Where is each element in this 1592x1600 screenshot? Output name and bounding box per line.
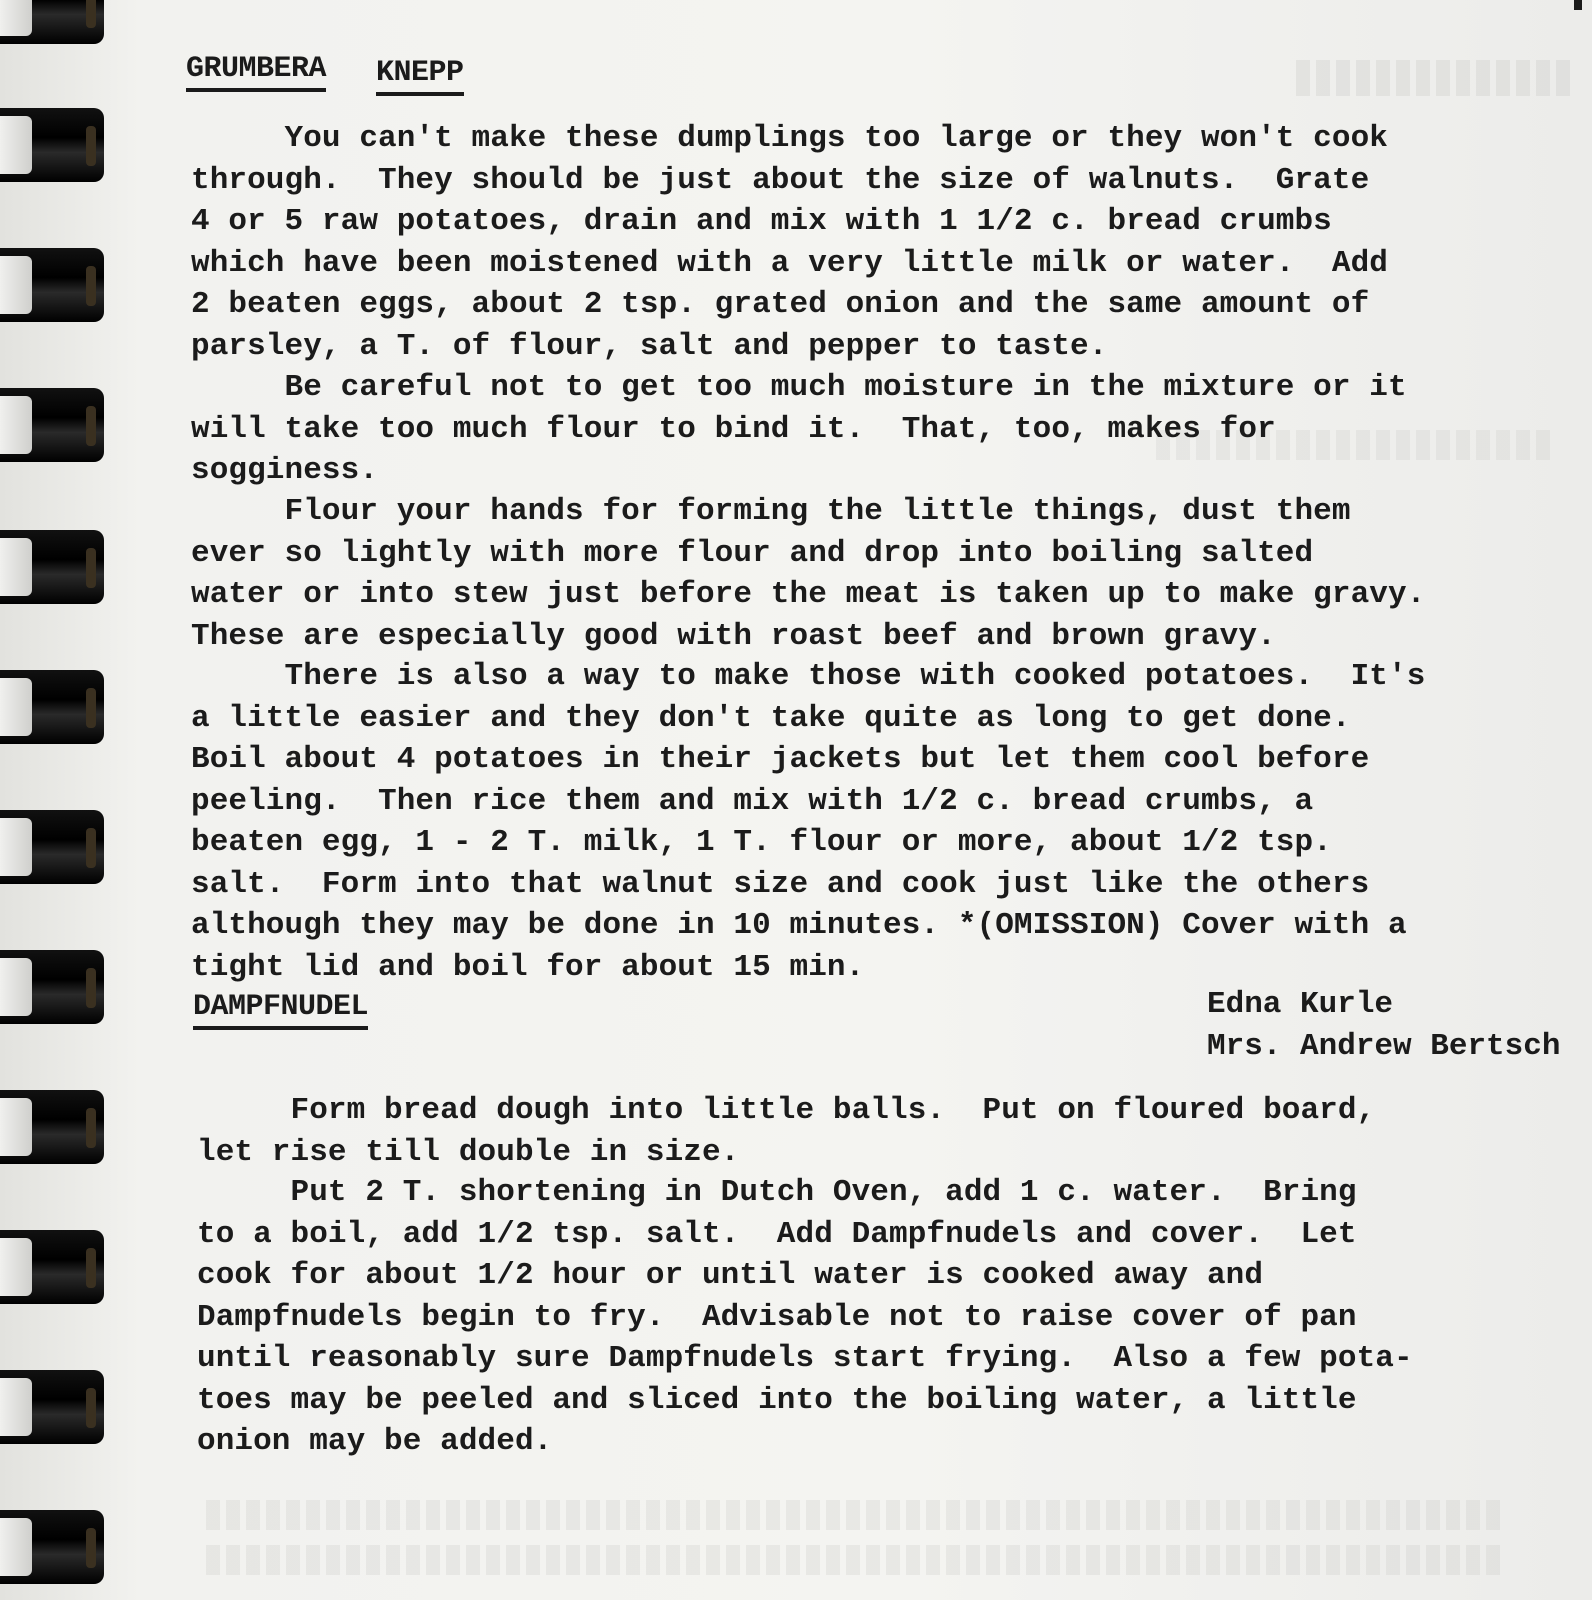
binding-ring xyxy=(0,108,104,182)
binding-ring xyxy=(0,248,104,322)
recipe-paragraph: Put 2 T. shortening in Dutch Oven, add 1 c. water. Bring to a boil, add 1/2 tsp. salt. Add Dampfnudels and cover. Let cook for about 1/2 hour or until water is cooked away and Dampfnudels begin to fry. Advisable not to raise cover of pan until reasonably sure Dampfnudels start frying. Also a few pota- toes may be peeled and sliced into the boiling water, a little onion may be added. xyxy=(197,1175,1413,1459)
bleed-through-mark xyxy=(200,1500,1500,1530)
binding-ring xyxy=(0,530,104,604)
recipe-paragraph: Flour your hands for forming the little things, dust them ever so lightly with more flour and drop into boiling salted water or into stew just before the meat is taken up to make gravy. These are especially good with roast beef and brown gravy. xyxy=(191,494,1426,654)
binding-ring xyxy=(0,670,104,744)
recipe-paragraph: You can't make these dumplings too large or they won't cook through. They should be just about the size of walnuts. Grate 4 or 5 raw potatoes, drain and mix with 1 1/2 c. bread crumbs which have been moistened with a very little milk or water. Add 2 beaten eggs, about 2 tsp. grated onion and the same amount of parsley, a T. of flour, salt and pepper to taste. xyxy=(191,121,1388,364)
binding-ring xyxy=(0,950,104,1024)
binding-ring xyxy=(0,1090,104,1164)
recipe-title-dampfnudel: DAMPFNUDEL xyxy=(193,990,368,1030)
recipe-title-grumbera: GRUMBERA xyxy=(186,52,326,92)
binding-ring xyxy=(0,1370,104,1444)
binding-ring xyxy=(0,1510,104,1584)
recipe-author: Edna Kurle xyxy=(1207,987,1394,1022)
recipe-paragraph: There is also a way to make those with cooked potatoes. It's a little easier and they don't take quite as long to get done. Boil about 4 potatoes in their jackets but let them cool before peeling. Then rice them and mix with 1/2 c. bread crumbs, a beaten egg, 1 - 2 T. milk, 1 T. flour or more, about 1/2 tsp. salt. Form into that walnut size and cook just like the others although they may be done in 10 minutes. *(OMISSION) Cover with a tight lid and boil for about 15 min. xyxy=(191,659,1426,985)
binding-ring xyxy=(0,810,104,884)
bleed-through-mark xyxy=(200,1545,1500,1575)
recipe-author: Mrs. Andrew Bertsch xyxy=(1207,1029,1561,1064)
page-corner-mark xyxy=(1574,0,1582,10)
recipe-paragraph: Be careful not to get too much moisture in the mixture or it will take too much flour to bind it. That, too, makes for sogginess. xyxy=(191,370,1407,488)
binding-ring xyxy=(0,388,104,462)
recipe-title-knepp: KNEPP xyxy=(376,56,464,96)
bleed-through-mark xyxy=(1290,60,1570,96)
binding-ring xyxy=(0,1230,104,1304)
binding-ring xyxy=(0,0,104,44)
recipe-paragraph: Form bread dough into little balls. Put on floured board, let rise till double in size. xyxy=(197,1093,1376,1170)
spiral-binding xyxy=(0,0,120,1600)
